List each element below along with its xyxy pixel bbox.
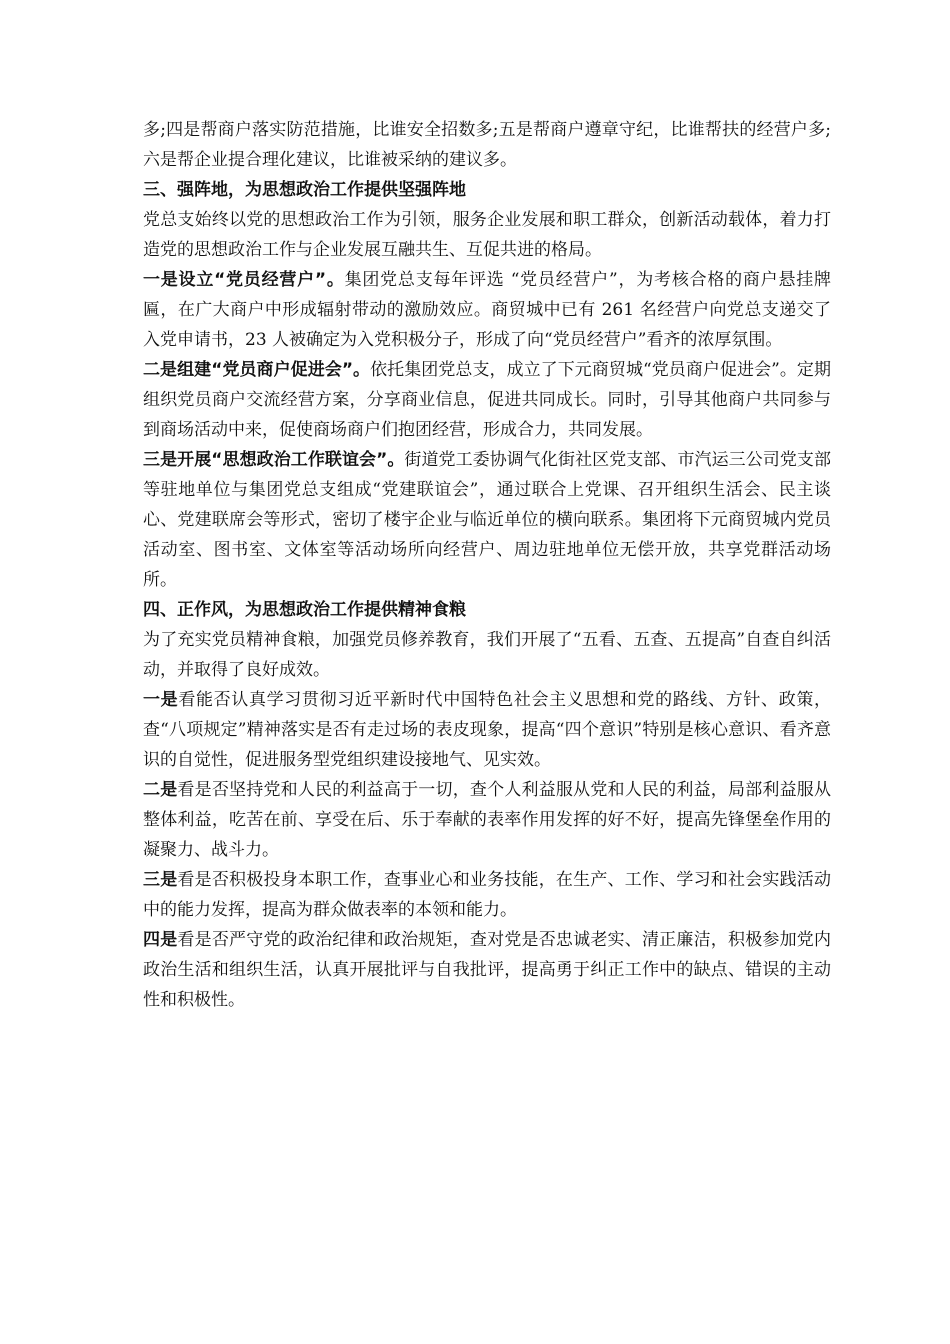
paragraph-text: 看是否坚持党和人民的利益高于一切，查个人利益服从党和人民的利益，局部利益服从整体利益，吃苦在前、享受在后、乐于奉献的表率作用发挥的好不好，提高先锋堡垒作用的凝聚力、战斗力。 <box>143 780 832 860</box>
paragraph-text: 街道党工委协调气化街社区党支部、市汽运三公司党支部等驻地单位与集团党总支组成“党建联谊会”，通过联合上党课、召开组织生活会、民主谈心、党建联席会等形式，密切了楼宇企业与临近单位的横向联系。集团将下元商贸城内党员活动室、图书室、文体室等活动场所向经营户、周边驻地单位无偿开放，共享党群活动场所。 <box>143 450 831 590</box>
paragraph-lead: 二是组建“党员商户促进会”。 <box>143 360 371 380</box>
paragraph-item-1 <box>143 265 831 355</box>
paragraph-check-1 <box>143 685 831 775</box>
paragraph-text: 为了充实党员精神食粮，加强党员修养教育，我们开展了“五看、五查、五提高”自查自纠活动，并取得了良好成效。 <box>143 630 831 680</box>
paragraph-text: 多;四是帮商户落实防范措施，比谁安全招数多;五是帮商户遵章守纪，比谁帮扶的经营户多;六是帮企业提合理化建议，比谁被采纳的建议多。 <box>143 120 831 170</box>
paragraph-lead: 三是 <box>143 870 178 890</box>
paragraph-lead: 二是 <box>143 780 178 800</box>
paragraph-lead: 三是开展“思想政治工作联谊会”。 <box>143 450 405 470</box>
paragraph-item-2 <box>143 355 831 445</box>
paragraph-text: 集团党总支每年评选 “党员经营户”，为考核合格的商户悬挂牌匾，在广大商户中形成辐射带动的激励效应。商贸城中已有 261 名经营户向党总支递交了入党申请书，23 人被确定为入党积极分子，形成了向“党员经营户”看齐的浓厚氛围。 <box>143 270 831 350</box>
section-heading-4: 四、正作风，为思想政治工作提供精神食粮 <box>143 600 466 620</box>
paragraph-check-2 <box>143 775 831 865</box>
paragraph-intro-3 <box>143 205 831 265</box>
paragraph-text: 看是否严守党的政治纪律和政治规矩，查对党是否忠诚老实、清正廉洁，积极参加党内政治生活和组织生活，认真开展批评与自我批评，提高勇于纠正工作中的缺点、错误的主动性和积极性。 <box>143 930 832 1010</box>
paragraph-intro-4 <box>143 625 831 685</box>
paragraph-check-4 <box>143 925 831 1015</box>
document-page <box>143 115 831 1015</box>
paragraph-text: 依托集团党总支，成立了下元商贸城“党员商户促进会”。定期组织党员商户交流经营方案，分享商业信息，促进共同成长。同时，引导其他商户共同参与到商场活动中来，促使商场商户们抱团经营，形成合力，共同发展。 <box>143 360 831 440</box>
paragraph-text: 党总支始终以党的思想政治工作为引领，服务企业发展和职工群众，创新活动载体，着力打造党的思想政治工作与企业发展互融共生、互促共进的格局。 <box>143 210 831 260</box>
paragraph-continuation <box>143 115 831 175</box>
paragraph-text: 看是否积极投身本职工作，查事业心和业务技能，在生产、工作、学习和社会实践活动中的能力发挥，提高为群众做表率的本领和能力。 <box>143 870 832 920</box>
paragraph-text: 看能否认真学习贯彻习近平新时代中国特色社会主义思想和党的路线、方针、政策，查“八项规定”精神落实是否有走过场的表皮现象，提高“四个意识”特别是核心意识、看齐意识的自觉性，促进服务型党组织建设接地气、见实效。 <box>143 690 832 770</box>
paragraph-item-3 <box>143 445 831 595</box>
paragraph-lead: 四是 <box>143 930 178 950</box>
paragraph-check-3 <box>143 865 831 925</box>
section-heading-3: 三、强阵地，为思想政治工作提供坚强阵地 <box>143 180 466 200</box>
paragraph-lead: 一是设立“党员经营户”。 <box>143 270 345 290</box>
paragraph-lead: 一是 <box>143 690 179 710</box>
